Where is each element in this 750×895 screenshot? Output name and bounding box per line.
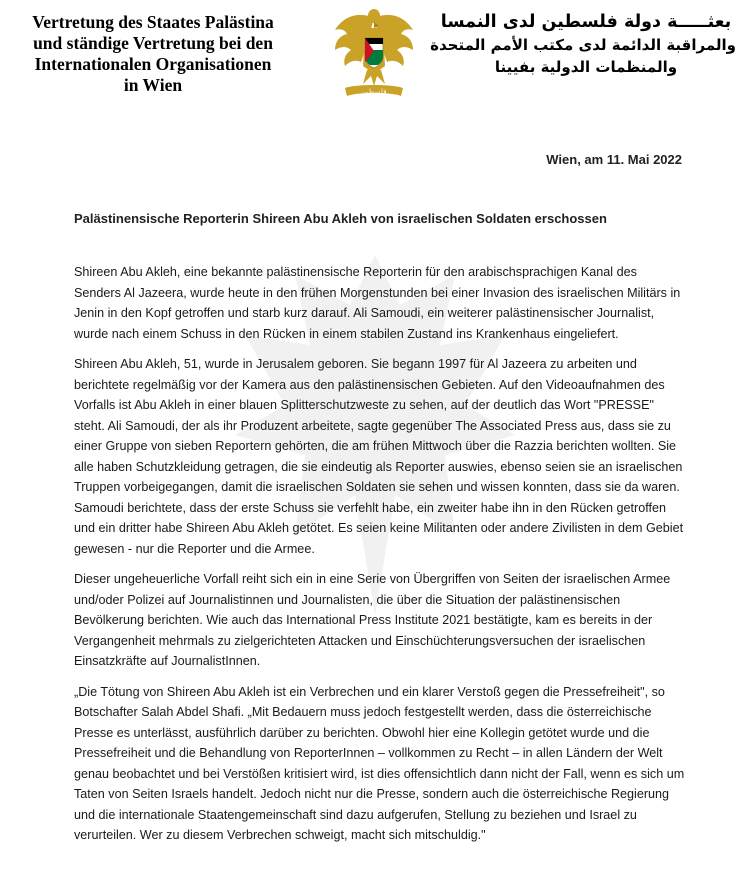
body-paragraph: „Die Tötung von Shireen Abu Akleh ist ein Verbrechen und ein klarer Verstoß gegen die Pressefreiheit", so Botschafter Salah Abdel Shafi. „Mit Bedauern muss jedoch festgestellt werden, dass die österreichische Presse es unterlässt, ausführlich darüber zu berichten. Obwohl hier eine Kollegin getötet wurde und die Pressefreiheit und die Behandlung von ReporterInnen – vollkommen zu Recht – in allen Ländern der Welt genau beobachtet und bei Verstößen kritisiert wird, ist dies offensichtlich dann nicht der Fall, wenn es sich um Taten von Seiten Israels handelt. Jedoch nicht nur die Presse, sondern auch die österreichische Regierung und die internationale Staatengemeinschaft sind dazu aufgerufen, Stellung zu beziehen und Israel zu verurteilen. Wer zu diesem Verbrechen schweigt, macht sich mitschuldig."	[74, 684, 685, 842]
letter-headline: Palästinensische Reporterin Shireen Abu Akleh von israelischen Soldaten erschossen	[74, 211, 607, 226]
body-paragraph: Shireen Abu Akleh, eine bekannte palästinensische Reporterin für den arabischsprachigen Kanal des Senders Al Jazeera, wurde heute in den frühen Morgenstunden bei einer Invasion des israelischen Militärs in Jenin in den Kopf getroffen und starb kurz darauf. Ali Samoudi, ein weiterer palästinensischer Journalist, wurde nach einem Schuss in den Rücken in einem stabilen Zustand ins Krankenhaus eingeliefert.	[74, 265, 681, 341]
header-arabic-line: والمراقبة الدائمة لدى مكتب الأمم المتحدة	[430, 36, 736, 54]
emblem-scroll-text: فلسطين	[361, 88, 387, 96]
header-german-line: in Wien	[123, 75, 183, 95]
header-german-line: Vertretung des Staates Palästina	[32, 12, 274, 32]
header-arabic-line: بعثـــــة دولة فلسطين لدى النمسا	[440, 12, 732, 32]
palestine-eagle-emblem-icon	[331, 4, 417, 104]
header-arabic-line: والمنظمات الدولية بفيينا	[494, 58, 678, 76]
header-german-line: und ständige Vertretung bei den	[33, 33, 273, 53]
header-arabic	[430, 10, 736, 78]
header-german	[18, 12, 288, 96]
letter-date: Wien, am 11. Mai 2022	[546, 152, 682, 167]
header-german-line: Internationalen Organisationen	[34, 54, 272, 74]
letter-body	[74, 262, 686, 856]
body-paragraph: Shireen Abu Akleh, 51, wurde in Jerusalem geboren. Sie begann 1997 für Al Jazeera zu arbeiten und berichtete regelmäßig vor der Kamera aus den palästinensischen Gebieten. Auf den Videoaufnahmen des Vorfalls ist Abu Akleh in einer blauen Splitterschutzweste zu sehen, auf der deutlich das Wort "PRESSE" steht. Ali Samoudi, der als ihr Produzent arbeitete, sagte gegenüber The Associated Press aus, dass sie zu einer Gruppe von sieben Reportern gehörten, die am frühen Mittwoch über die Razzia berichten wollten. Sie alle haben Schutzkleidung getragen, die sie eindeutig als Reporter auswies, ebenso seien sie an israelischen Truppen vorbeigegangen, damit die israelischen Soldaten sie sehen und wissen konnten, dass sie da waren. Samoudi berichtete, dass der erste Schuss sie verfehlt habe, ein zweiter habe ihn in den Rücken getroffen und ein dritter habe Shireen Abu Akleh getötet. Es seien keine Militanten oder andere Zivilisten in dem Gebiet gewesen - nur die Reporter und die Armee.	[74, 357, 684, 556]
body-paragraph: Dieser ungeheuerliche Vorfall reiht sich ein in eine Serie von Übergriffen von Seiten der israelischen Armee und/oder Polizei auf Journalistinnen und Journalisten, die über die Situation der palästinensischen Bevölkerung berichten. Wie auch das International Press Institute 2021 bestätigte, kam es bereits in der Vergangenheit mehrmals zu zielgerichteten Attacken und Einschüchterungsversuchen der israelischen Einsatzkräfte auf JournalistInnen.	[74, 572, 671, 668]
